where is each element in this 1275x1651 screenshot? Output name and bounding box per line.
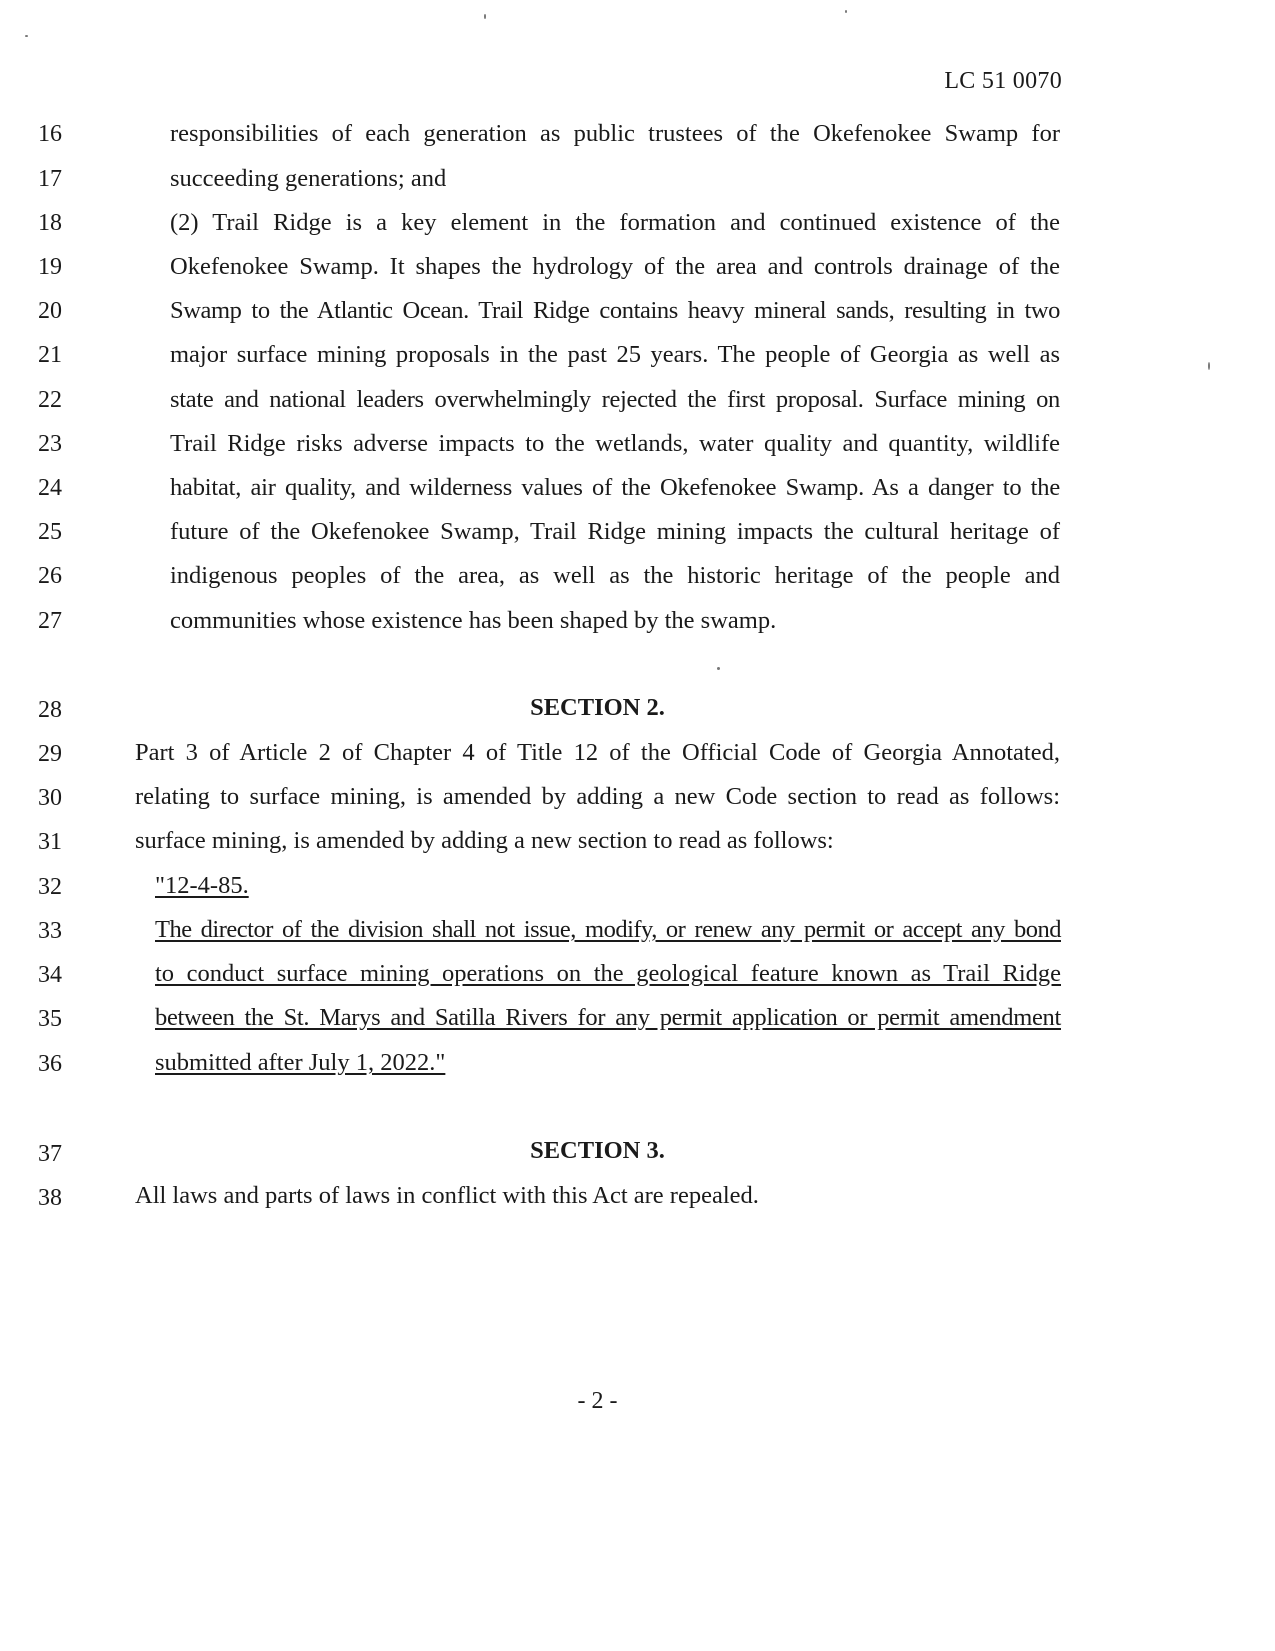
- line-number: 23: [38, 431, 62, 457]
- line-number: 22: [38, 387, 62, 413]
- inserted-text-line: to conduct surface mining operations on the geological feature known as Trail Ridge: [155, 960, 1061, 987]
- body-line: indigenous peoples of the area, as well as the historic heritage of the people and: [170, 562, 1060, 589]
- body-line: responsibilities of each generation as public trustees of the Okefenokee Swamp for: [170, 120, 1060, 147]
- line-number: 24: [38, 475, 62, 501]
- line-number: 36: [38, 1051, 62, 1077]
- scan-speck: [484, 14, 486, 19]
- document-code: LC 51 0070: [944, 68, 1062, 94]
- line-number: 30: [38, 785, 62, 811]
- line-number: 32: [38, 874, 62, 900]
- code-section-number: "12-4-85.: [155, 872, 249, 899]
- inserted-text-line: The director of the division shall not issue, modify, or renew any permit or accept any bond: [155, 916, 1061, 943]
- line-number: 26: [38, 563, 62, 589]
- scan-speck: [25, 35, 28, 37]
- line-number: 38: [38, 1185, 62, 1211]
- body-line: major surface mining proposals in the past 25 years. The people of Georgia as well as: [170, 341, 1060, 368]
- line-number: 28: [38, 697, 62, 723]
- line-number: 16: [38, 121, 62, 147]
- body-line: habitat, air quality, and wilderness values of the Okefenokee Swamp. As a danger to the: [170, 474, 1060, 501]
- body-line: (2) Trail Ridge is a key element in the formation and continued existence of the: [170, 209, 1060, 236]
- body-line: Trail Ridge risks adverse impacts to the wetlands, water quality and quantity, wildlife: [170, 430, 1060, 457]
- body-line: communities whose existence has been shaped by the swamp.: [170, 607, 777, 634]
- scan-speck: [717, 667, 720, 670]
- line-number: 35: [38, 1006, 62, 1032]
- line-number: 33: [38, 918, 62, 944]
- section-heading: SECTION 3.: [530, 1137, 665, 1164]
- inserted-text-line: between the St. Marys and Satilla Rivers for any permit application or permit amendment: [155, 1004, 1061, 1031]
- body-line: surface mining, is amended by adding a new section to read as follows:: [135, 827, 834, 854]
- line-number: 18: [38, 210, 62, 236]
- body-line: succeeding generations; and: [170, 165, 447, 192]
- body-line: Part 3 of Article 2 of Chapter 4 of Title 12 of the Official Code of Georgia Annotated,: [135, 739, 1060, 766]
- line-number: 31: [38, 829, 62, 855]
- line-number: 19: [38, 254, 62, 280]
- body-line: future of the Okefenokee Swamp, Trail Ridge mining impacts the cultural heritage of: [170, 518, 1060, 545]
- page-number: - 2 -: [577, 1388, 618, 1414]
- line-number: 34: [38, 962, 62, 988]
- line-number: 29: [38, 741, 62, 767]
- line-number: 20: [38, 298, 62, 324]
- body-line: All laws and parts of laws in conflict with this Act are repealed.: [135, 1182, 759, 1209]
- section-heading: SECTION 2.: [530, 694, 665, 721]
- line-number: 17: [38, 166, 62, 192]
- scan-speck: [1208, 362, 1210, 370]
- body-line: Swamp to the Atlantic Ocean. Trail Ridge contains heavy mineral sands, resulting in two: [170, 297, 1060, 324]
- body-line: relating to surface mining, is amended by adding a new Code section to read as follows:: [135, 783, 1060, 810]
- line-number: 37: [38, 1141, 62, 1167]
- line-number: 21: [38, 342, 62, 368]
- scan-speck: [845, 10, 847, 13]
- inserted-text-line: submitted after July 1, 2022.": [155, 1049, 446, 1076]
- body-line: state and national leaders overwhelmingly rejected the first proposal. Surface mining on: [170, 386, 1060, 413]
- line-number: 27: [38, 608, 62, 634]
- line-number: 25: [38, 519, 62, 545]
- body-line: Okefenokee Swamp. It shapes the hydrology of the area and controls drainage of the: [170, 253, 1060, 280]
